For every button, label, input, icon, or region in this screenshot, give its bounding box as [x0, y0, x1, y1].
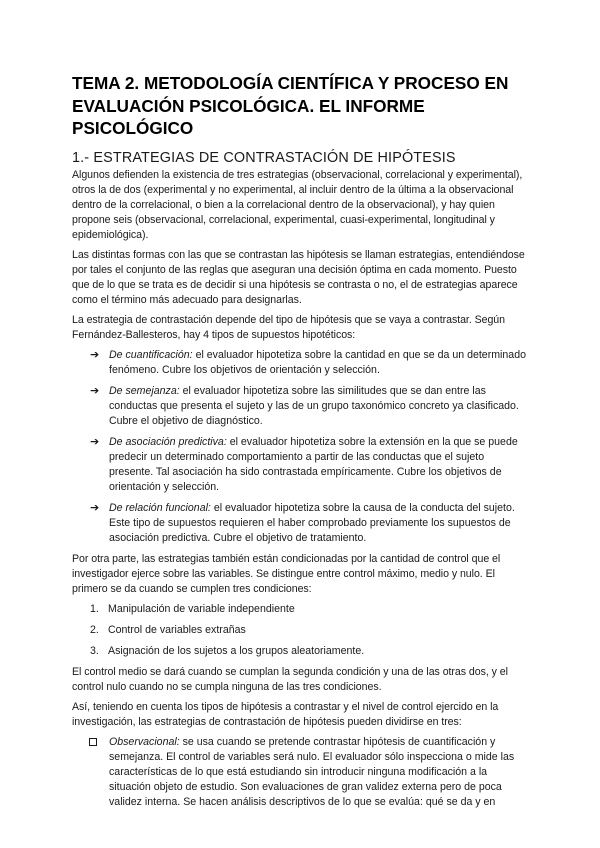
arrow-bullet-icon: ➔ — [90, 348, 100, 361]
arrow-bullet-icon: ➔ — [90, 501, 100, 514]
list-item-number: 1. — [90, 602, 99, 615]
list-item-term: De cuantificación: — [109, 348, 193, 361]
list-item-text: Manipulación de variable independiente — [108, 602, 295, 615]
list-item-number: 2. — [90, 623, 99, 636]
paragraph-strategy-division: Así, teniendo en cuenta los tipos de hipótesis a contrastar y el nivel de control ejercido en la investigación, las estrategias de contrastación de hipótesis pueden dividirse en tres: — [72, 700, 499, 728]
list-item — [72, 644, 528, 659]
checkbox-bullet-icon — [89, 738, 97, 746]
list-item-text: el evaluador hipotetiza sobre la causa de la conducta del sujeto. Este tipo de supuestos requieren el haber comprobado previamente los supuestos de asociación predictiva. Cubre el objetivo de tratamiento. — [109, 501, 515, 544]
list-item — [72, 735, 528, 810]
list-item-text: el evaluador hipotetiza sobre la extensión en la que se puede predecir un determinado comportamiento a partir de las conductas que el sujeto presente. Tal asociación ha sido contrastada empíricamente. Cubre los objetivos de orientación y selección. — [109, 435, 518, 493]
conditions-list — [72, 602, 528, 659]
list-item-number: 3. — [90, 644, 99, 657]
list-item-text: Asignación de los sujetos a los grupos aleatoriamente. — [108, 644, 365, 657]
strategies-list — [72, 735, 528, 810]
list-item — [72, 384, 528, 429]
list-item-term: Observacional: — [109, 735, 180, 748]
paragraph-hypothesis-types-intro: La estrategia de contrastación depende del tipo de hipótesis que se vaya a contrastar. Según Fernández-Ballesteros, hay 4 tipos de supuestos hipotéticos: — [72, 313, 505, 341]
list-item-term: De asociación predictiva: — [109, 435, 227, 448]
arrow-bullet-icon: ➔ — [90, 435, 100, 448]
list-item-text: el evaluador hipotetiza sobre las similitudes que se dan entre las conductas que presenta el sujeto y las de un grupo taxonómico concreto ya clasificado. Cubre el objetivo de diagnóstico. — [109, 384, 519, 427]
list-item — [72, 435, 528, 495]
section-heading: 1.- ESTRATEGIAS DE CONTRASTACIÓN DE HIPÓTESIS — [72, 149, 456, 166]
paragraph-control-levels: Por otra parte, las estrategias también están condicionadas por la cantidad de control que el investigador ejerce sobre las variables. Se distingue entre control máximo, medio y nulo. El primero se da cuando se cumplen tres condiciones: — [72, 552, 501, 595]
list-item — [72, 602, 528, 617]
paragraph-strategies-definition: Las distintas formas con las que se contrastan las hipótesis se llaman estrategias, entendiéndose por tales el conjunto de las reglas que aseguran una decisión óptima en cada momento. Puesto que de lo que se trata es de decidir si una hipótesis se contrasta o no, el de estrategias aparece como el término más adecuado para designarlas. — [72, 248, 525, 306]
list-item — [72, 623, 528, 638]
paragraph-control-medium-null: El control medio se dará cuando se cumplan la segunda condición y una de las otras dos, y el control nulo cuando no se cumpla ninguna de las tres condiciones. — [72, 665, 508, 693]
list-item-text: el evaluador hipotetiza sobre la cantidad en que se da un determinado fenómeno. Cubre los objetivos de orientación y selección. — [109, 348, 526, 376]
list-item-text: se usa cuando se pretende contrastar hipótesis de cuantificación y semejanza. El control de variables será nulo. El evaluador sólo inspecciona o mide las características de lo que está estudiando sin introducir ninguna modificación a la situación objeto de estudio. Son evaluaciones de gran validez externa pero de poca validez interna. Se hacen análisis descriptivos de lo que se evalúa: qué se da y en — [109, 735, 515, 808]
document-title: TEMA 2. METODOLOGÍA CIENTÍFICA Y PROCESO EN EVALUACIÓN PSICOLÓGICA. EL INFORME PSICOLÓGICO — [72, 73, 509, 138]
list-item-term: De relación funcional: — [109, 501, 211, 514]
list-item-text: Control de variables extrañas — [108, 623, 246, 636]
list-item-term: De semejanza: — [109, 384, 180, 397]
arrow-bullet-icon: ➔ — [90, 384, 100, 397]
hypothesis-types-list — [72, 348, 528, 546]
list-item — [72, 348, 528, 378]
paragraph-strategies-count: Algunos defienden la existencia de tres estrategias (observacional, correlacional y experimental), otros la de dos (experimental y no experimental, al incluir dentro de la última a la observacional dentro de la correlacional, o bien a la correlacional dentro de la observacional), y hay quien propone seis (observacional, correlacional, experimental, cuasi-experimental, longitudinal y epidemiológica). — [72, 168, 523, 241]
list-item — [72, 501, 528, 546]
